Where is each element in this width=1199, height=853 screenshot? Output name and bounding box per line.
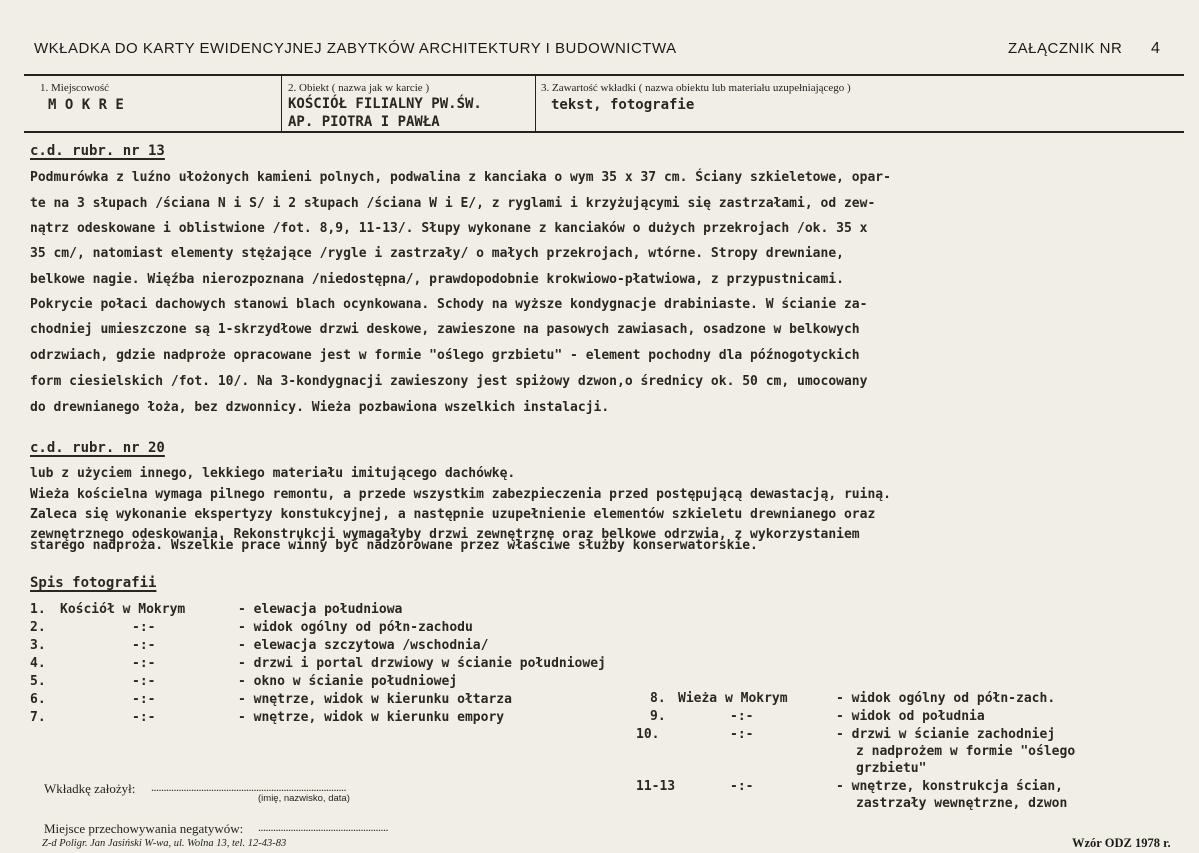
photo-location: Wieża w Mokrym: [678, 691, 788, 706]
photo-list-heading: Spis fotografii: [30, 575, 157, 591]
section-13-line: belkowe nagie. Więźba nierozpoznana /niedostępna/, prawdopodobnie krokwiowo-płatwiowa, z przypustnicami.: [30, 272, 844, 287]
founder-label: Wkładkę założył:: [44, 781, 136, 796]
photo-num: 11-13: [636, 779, 676, 794]
photo-num: 3.: [30, 638, 46, 653]
photo-desc: - okno w ścianie południowej: [238, 674, 458, 689]
attachment-number: 4: [1151, 40, 1161, 57]
photo-desc: - wnętrze, widok w kierunku ołtarza: [238, 692, 512, 707]
fields-bottom-rule: [24, 131, 1184, 133]
founder-dotted-line: ..............................................................................: [151, 780, 346, 794]
section-20-heading: c.d. rubr. nr 20: [30, 440, 165, 456]
section-20-line: starego nadproża. Wszelkie prace winny być nadzorowane przez właściwe służby konserwatorskie.: [30, 538, 758, 553]
photo-location: -:-: [132, 620, 156, 635]
photo-num: 10.: [636, 727, 660, 742]
field-3-value: tekst, fotografie: [551, 97, 695, 113]
attachment-label: ZAŁĄCZNIK NR: [1008, 40, 1123, 57]
field-3-label: 3. Zawartość wkładki ( nazwa obiektu lub materiału uzupełniającego ): [541, 82, 851, 94]
photo-desc: - elewacja szczytowa /wschodnia/: [238, 638, 489, 653]
photo-desc: - drzwi w ścianie zachodniej: [836, 727, 1056, 742]
photo-desc: - widok ogólny od półn-zachodu: [238, 620, 473, 635]
photo-location: -:-: [132, 710, 156, 725]
photo-location: -:-: [730, 779, 754, 794]
photo-desc-continuation: grzbietu": [856, 761, 927, 776]
photo-location: -:-: [132, 638, 156, 653]
section-13-line: chodniej umieszczone są 1-skrzydłowe drzwi deskowe, zawieszone na pasowych zawiasach, osadzone w belkowych: [30, 322, 860, 337]
photo-desc-continuation: z nadprożem w formie "oślego: [856, 744, 1076, 759]
photo-num: 2.: [30, 620, 46, 635]
photo-num: 7.: [30, 710, 46, 725]
photo-desc: - widok od południa: [836, 709, 985, 724]
photo-desc: - wnętrze, widok w kierunku empory: [238, 710, 505, 725]
section-13-line: Pokrycie połaci dachowych stanowi blach ocynkowana. Schody na wyższe kondygnacje drabiniaste. W ścianie za-: [30, 297, 868, 312]
field-1-label: 1. Miejscowość: [40, 82, 110, 94]
photo-location: -:-: [730, 727, 754, 742]
form-code: Wzór ODZ 1978 r.: [1072, 836, 1171, 850]
field-divider-2: [535, 75, 536, 132]
field-1-value: M O K R E: [48, 97, 124, 113]
photo-desc: - widok ogólny od półn-zach.: [836, 691, 1056, 706]
photo-location: -:-: [132, 674, 156, 689]
section-13-line: Podmurówka z luźno ułożonych kamieni polnych, podwalina z kanciaka o wym 35 x 37 cm. Ściany szkieletowe, opar-: [30, 170, 891, 185]
photo-num: 1.: [30, 602, 46, 617]
photo-num: 8.: [650, 691, 666, 706]
field-2-value-line2: AP. PIOTRA I PAWŁA: [288, 114, 440, 130]
photo-location: -:-: [730, 709, 754, 724]
section-13-line: te na 3 słupach /ściana N i S/ i 2 słupach /ściana W i E/, z ryglami i krzyżującymi się zastrzałami, od zew-: [30, 196, 876, 211]
photo-location: Kościół w Mokrym: [60, 602, 186, 617]
section-13-heading: c.d. rubr. nr 13: [30, 143, 165, 159]
field-2-label: 2. Obiekt ( nazwa jak w karcie ): [288, 82, 430, 94]
photo-location: -:-: [132, 692, 156, 707]
section-13-line: odrzwiach, gdzie nadproże opracowane jest w formie "oślego grzbietu" - element pochodny dla późnogotyckich: [30, 348, 860, 363]
printer-imprint: Z-d Poligr. Jan Jasiński W-wa, ul. Wolna 13, tel. 12-43-83: [42, 838, 287, 849]
field-divider-1: [281, 75, 282, 132]
section-20-line: Wieża kościelna wymaga pilnego remontu, a przede wszystkim zabezpieczenia przed postępującą dewastacją, ruiną.: [30, 487, 891, 502]
field-2-value-line1: KOŚCIÓŁ FILIALNY PW.ŚW.: [288, 96, 482, 112]
section-13-line: 35 cm/, natomiast elementy stężające /rygle i zastrzały/ o małych przekrojach, wtórne. Stropy drewniane,: [30, 246, 844, 261]
document-title: WKŁADKA DO KARTY EWIDENCYJNEJ ZABYTKÓW ARCHITEKTURY I BUDOWNICTWA: [34, 40, 677, 57]
photo-desc: - elewacja południowa: [238, 602, 403, 617]
top-rule: [24, 74, 1184, 76]
section-13-line: form ciesielskich /fot. 10/. Na 3-kondygnacji zawieszony jest spiżowy dzwon,o średnicy ok. 50 cm, umocowany: [30, 374, 868, 389]
photo-num: 5.: [30, 674, 46, 689]
founder-hint: (imię, nazwisko, data): [258, 793, 350, 804]
photo-num: 9.: [650, 709, 666, 724]
section-20-line: Zaleca się wykonanie ekspertyzy konstukcyjnej, a następnie uzupełnienie elementów szkieletu drewnianego oraz: [30, 507, 876, 522]
photo-num: 6.: [30, 692, 46, 707]
photo-num: 4.: [30, 656, 46, 671]
section-20-line: zewnętrznego odeskowania. Rekonstrukcji wymagałyby drzwi zewnętrzne oraz belkowe odrzwia, z wykorzystaniem: [30, 527, 860, 542]
photo-desc-continuation: zastrzały wewnętrzne, dzwon: [856, 796, 1068, 811]
photo-location: -:-: [132, 656, 156, 671]
section-13-line: do drewnianego łoża, bez dzwonnicy. Wieża pozbawiona wszelkich instalacji.: [30, 400, 610, 415]
photo-desc: - wnętrze, konstrukcja ścian,: [836, 779, 1063, 794]
storage-dotted-line: ....................................................: [258, 820, 388, 834]
storage-label: Miejsce przechowywania negatywów:: [44, 821, 244, 836]
photo-desc: - drzwi i portal drzwiowy w ścianie południowej: [238, 656, 606, 671]
section-20-line: lub z użyciem innego, lekkiego materiału imitującego dachówkę.: [30, 466, 516, 481]
section-13-line: nątrz odeskowane i oblistwione /fot. 8,9, 11-13/. Słupy wykonane z kanciaków o dużych przekrojach /ok. 35 x: [30, 221, 868, 236]
